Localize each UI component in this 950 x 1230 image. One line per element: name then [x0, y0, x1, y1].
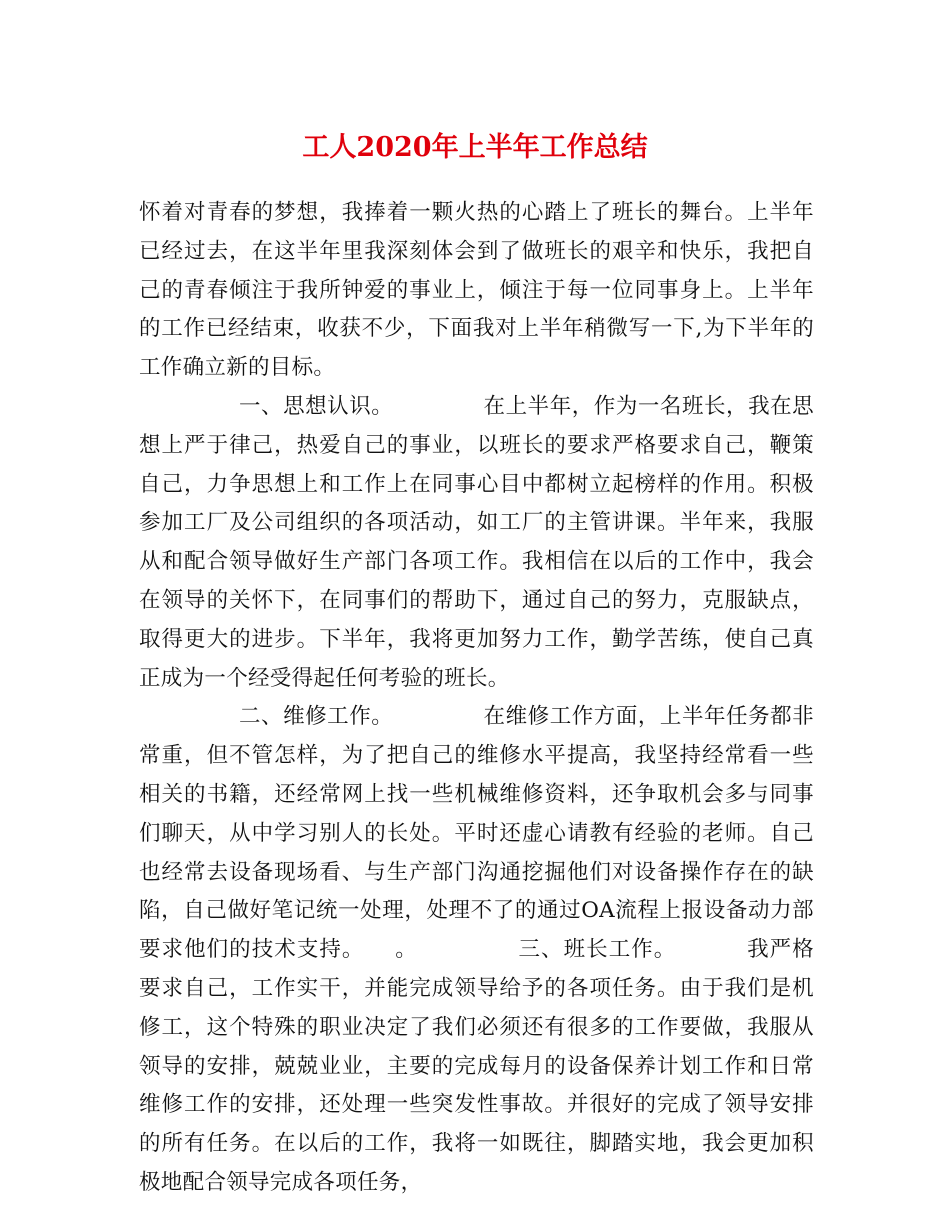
- section-2-tail: 。: [394, 937, 418, 963]
- section-2-paragraph: [139, 698, 814, 1202]
- document-title: 工人2020年上半年工作总结: [302, 132, 648, 163]
- document-body: [139, 194, 814, 1203]
- section-1-paragraph: [139, 388, 814, 698]
- section-1-heading: 一、思想认识。: [239, 393, 394, 419]
- section-3-heading: 三、班长工作。: [517, 937, 677, 963]
- section-2-body: 在维修工作方面，上半年任务都非常重，但不管怎样，为了把自己的维修水平提高，我坚持经常看一些相关的书籍，还经常网上找一些机械维修资料，还争取机会多与同事们聊天，从中学习别人的长处。平时还虚心请教有经验的老师。自己也经常去设备现场看、与生产部门沟通挖掘他们对设备操作存在的缺陷，自己做好笔记统一处理，处理不了的通过OA流程上报设备动力部要求他们的技术支持。: [139, 704, 814, 963]
- section-2-heading: 二、维修工作。: [239, 704, 394, 730]
- intro-paragraph: 怀着对青春的梦想，我捧着一颗火热的心踏上了班长的舞台。上半年已经过去，在这半年里我深刻体会到了做班长的艰辛和快乐，我把自己的青春倾注于我所钟爱的事业上，倾注于每一位同事身上。上半年的工作已经结束，收获不少，下面我对上半年稍微写一下,为下半年的工作确立新的目标。: [139, 200, 814, 381]
- section-3-body: 我严格要求自己，工作实干，并能完成领导给予的各项任务。由于我们是机修工，这个特殊的职业决定了我们必须还有很多的工作要做，我服从领导的安排，兢兢业业，主要的完成每月的设备保养计划工作和日常维修工作的安排，还处理一些突发性事故。并很好的完成了领导安排的所有任务。在以后的工作，我将一如既往，脚踏实地，我会更加积极地配合领导完成各项任务，: [139, 937, 814, 1195]
- section-1-body: 在上半年，作为一名班长，我在思想上严于律己，热爱自己的事业，以班长的要求严格要求自己，鞭策自己，力争思想上和工作上在同事心目中都树立起榜样的作用。积极参加工厂及公司组织的各项活动，如工厂的主管讲课。半年来，我服从和配合领导做好生产部门各项工作。我相信在以后的工作中，我会在领导的关怀下，在同事们的帮助下，通过自己的努力，克服缺点，取得更大的进步。下半年，我将更加努力工作，勤学苦练，使自己真正成为一个经受得起任何考验的班长。: [139, 393, 814, 691]
